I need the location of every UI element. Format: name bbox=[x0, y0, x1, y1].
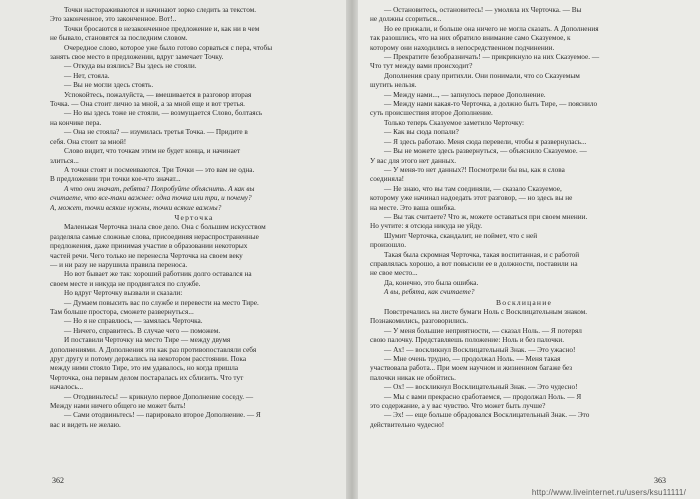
text-line: Точки бросаются в незаконченное предложение и, как ни в чем bbox=[64, 24, 260, 33]
text-line: Такая была скромная Черточка, такая воспитанная, и с работой bbox=[384, 250, 580, 259]
text-line: на кончике пера. bbox=[50, 118, 102, 127]
text-line: друг другу и потому держались на некотором расстоянии. Пока bbox=[50, 355, 247, 364]
text-line: Повстречались на листе бумаги Ноль с Восклицательным знаком. bbox=[384, 308, 588, 316]
text-line: себя. Она стоит за мной! bbox=[50, 137, 127, 146]
text-line: — Мы с вами прекрасно сработаемся, — продолжал Ноль. — Я bbox=[384, 392, 582, 401]
text-line: не свое место... bbox=[370, 269, 418, 278]
text-line: — Как вы сюда попали? bbox=[384, 128, 459, 137]
watermark-url: http://www.liveinternet.ru/users/ksu11111/ bbox=[531, 488, 686, 497]
text-line: Успокойтесь, пожалуйста, — вмешивается в разговор вторая bbox=[64, 90, 252, 99]
text-line: Это законченное, это законченное. Вот!.. bbox=[50, 15, 177, 24]
text-line: участвовала работа... При моем научном и жизненном багаже без bbox=[370, 364, 573, 373]
text-line: Шумит Черточка, скандалит, не поймет, что с ней bbox=[384, 231, 538, 240]
text-line: Только теперь Сказуемое заметило Черточку: bbox=[384, 118, 524, 127]
text-line: свою палочку. Представляешь положение: Ноль и без палочки. bbox=[370, 336, 565, 345]
text-line: А вы, ребята, как считаете? bbox=[384, 288, 475, 297]
text-line: — Остановитесь, остановитесь! — умоляла их Черточка. — Вы bbox=[384, 6, 582, 14]
text-line: справлялась хорошо, а вот повысили ее в должности, поставили на bbox=[370, 259, 578, 268]
text-line: — Ох! — воскликнул Восклицательный Знак. — Это чудесно! bbox=[384, 383, 578, 392]
text-line: — У меня большие неприятности, — сказал Ноль. — Я потерял bbox=[384, 326, 582, 335]
left-page-number: 362 bbox=[52, 476, 64, 485]
text-line: предложения, даже принимая участие в образовании некоторых bbox=[50, 242, 248, 251]
text-line: началось... bbox=[50, 383, 84, 392]
text-line: Познакомились, разговорились. bbox=[370, 317, 469, 326]
section-heading: Восклицание bbox=[495, 297, 553, 307]
text-line: произошло. bbox=[370, 241, 407, 250]
text-line: Маленькая Черточка знала свое дело. Она с большим искусством bbox=[64, 223, 266, 232]
text-line: — и ни разу не нарушила правила переноса. bbox=[50, 260, 188, 269]
right-page-number: 363 bbox=[654, 476, 666, 485]
text-line: Но ее прижали, и больше она ничего не могла сказать. А Дополнения bbox=[384, 24, 599, 33]
text-line: — Я здесь работаю. Меня сюда перевели, чтобы я развернулась... bbox=[384, 137, 587, 146]
text-line: которому уже начинал надоедать этот разговор, — но здесь вы не bbox=[370, 194, 573, 203]
text-line: — Сами отодвиньтесь! — парировало второе Дополнение. — Я bbox=[64, 411, 261, 420]
text-line: А что они значат, ребята? Попробуйте объяснить. А как вы bbox=[64, 184, 255, 193]
text-line: Между нами ничего общего не может быть! bbox=[50, 402, 186, 411]
text-line: — Отодвиньтесь! — крикнуло первое Дополнение соседу. — bbox=[64, 392, 254, 401]
text-line: — Эх! — еще больше обрадовался Восклицательный Знак. — Это bbox=[384, 411, 590, 420]
text-line: — Мне очень трудно, — продолжал Ноль. — Меня такая bbox=[384, 355, 561, 364]
text-line: считаете, что все-таки важнее: одна точка или три, и почему? bbox=[50, 194, 252, 203]
text-line: А точки стоят и посмеиваются. Три Точки — это вам не одна. bbox=[64, 165, 255, 174]
text-line: палочки никак не обойтись. bbox=[370, 373, 456, 382]
text-line: действительно чудесно! bbox=[370, 420, 445, 429]
text-line: вас и видеть не желаю. bbox=[50, 420, 121, 429]
text-line: это содержание, а у вас чувство. Что может быть лучше? bbox=[370, 402, 546, 411]
text-line: Но учтите: я отсюда никуда не уйду. bbox=[370, 222, 483, 231]
text-line: — Откуда вы взялись? Вы здесь не стояли. bbox=[64, 62, 197, 71]
text-line: шутить нельзя. bbox=[370, 81, 417, 90]
text-line: Точки настораживаются и начинают зорко следить за текстом. bbox=[64, 6, 257, 14]
text-line: — Ничего, справитесь. В случае чего — поможем. bbox=[64, 326, 221, 335]
text-line: — Вы так считаете? Что ж, можете оставаться при своем мнении. bbox=[384, 212, 588, 221]
text-line: своем месте и никуда не продвигался по службе. bbox=[50, 279, 201, 288]
text-line: не должны ссориться... bbox=[370, 15, 442, 24]
text-line: — У меня-то нет данных?! Посмотрели бы вы, как я слова bbox=[384, 165, 565, 174]
text-line: А, может, точки всякие нужны, точки всякие важны? bbox=[50, 203, 222, 212]
text-line: — Думаем повысить вас по службе и перевести на место Тире. bbox=[64, 298, 259, 307]
text-line: В предложении три точки кое-что значат... bbox=[50, 175, 181, 184]
text-line: — Не знаю, что вы там соединяли, — сказало Сказуемое, bbox=[384, 184, 562, 193]
text-line: не бывало, становятся за последним словом. bbox=[50, 34, 188, 43]
text-line: Но вот бывает же так: хороший работник долго оставался на bbox=[64, 270, 252, 279]
text-line: между ними стояло Тире, это им удавалось, но когда пришла bbox=[50, 364, 239, 373]
text-line: Но вдруг Черточку вызвали и сказали: bbox=[64, 289, 183, 298]
text-line: так разошлись, что на них обратило внимание само Сказуемое, к bbox=[370, 34, 571, 43]
text-line: — Между нами какая-то Черточка, а должно быть Тире, — пояснило bbox=[384, 100, 598, 109]
right-page bbox=[352, 0, 700, 499]
text-line: — Ах! — воскликнул Восклицательный Знак. — Это ужасно! bbox=[384, 345, 576, 354]
text-line: — Вы не можете здесь развернуться, — объяснило Сказуемое. — bbox=[384, 147, 587, 156]
text-line: суть происшествия второе Дополнение. bbox=[370, 109, 493, 118]
text-line: — Но я не справлюсь, — замялась Черточка. bbox=[64, 317, 203, 326]
text-line: — Но вы здесь тоже не стояли, — возмущается Слово, болтаясь bbox=[64, 109, 263, 118]
text-line: Очередное слово, которое уже было готово сорваться с пера, чтобы bbox=[64, 43, 273, 52]
text-line: — Вы не могли здесь стоять. bbox=[64, 81, 154, 90]
text-line: на месте. Это ваша ошибка. bbox=[370, 203, 456, 212]
text-line: дополнениями. А Дополнения эти как раз противопоставляли себя bbox=[50, 345, 257, 354]
text-line: занять свое место в предложении, вдруг замечает Точку. bbox=[50, 53, 224, 62]
text-line: Да, конечно, это была ошибка. bbox=[384, 278, 479, 287]
right-page-text bbox=[370, 6, 678, 430]
text-line: Слово видит, что точкам этим не будет конца, и начинает bbox=[64, 147, 241, 156]
left-page-text bbox=[50, 6, 338, 430]
text-line: соединяла! bbox=[370, 175, 405, 184]
text-line: разделяла самые сложные слова, присоединяя нераспространенные bbox=[50, 232, 259, 241]
text-line: Дополнения сразу притихли. Они понимали, что со Сказуемым bbox=[384, 71, 580, 80]
text-line: которому они находились в непосредственном подчинении. bbox=[370, 43, 555, 52]
text-line: Что тут между вами происходит? bbox=[370, 62, 473, 71]
text-line: У вас для этого нет данных. bbox=[370, 156, 457, 165]
section-heading: Черточка bbox=[174, 212, 214, 222]
text-line: — Между нами..., — запнулось первое Дополнение. bbox=[384, 90, 546, 99]
text-line: — Она не стояла? — изумилась третья Точка. — Придите в bbox=[64, 128, 248, 137]
text-line: Черточка, она первым делом постаралась их сблизить. Что тут bbox=[50, 373, 244, 382]
text-line: Там больше простора, сможете развернуться... bbox=[50, 308, 194, 316]
text-line: — Нет, стояла. bbox=[64, 71, 110, 80]
text-line: — Прекратите безобразничать! — прикрикнуло на них Сказуемое. — bbox=[384, 53, 600, 62]
text-line: злиться... bbox=[50, 156, 79, 165]
text-line: И поставили Черточку на место Тире — между двумя bbox=[64, 336, 231, 345]
text-line: частей речи. Чего только не перенесла Черточка на своем веку bbox=[50, 251, 243, 260]
text-line: Точка. — Она стоит лично за мной, а за мной еще и вот третья. bbox=[50, 100, 245, 109]
book-gutter bbox=[346, 0, 358, 499]
